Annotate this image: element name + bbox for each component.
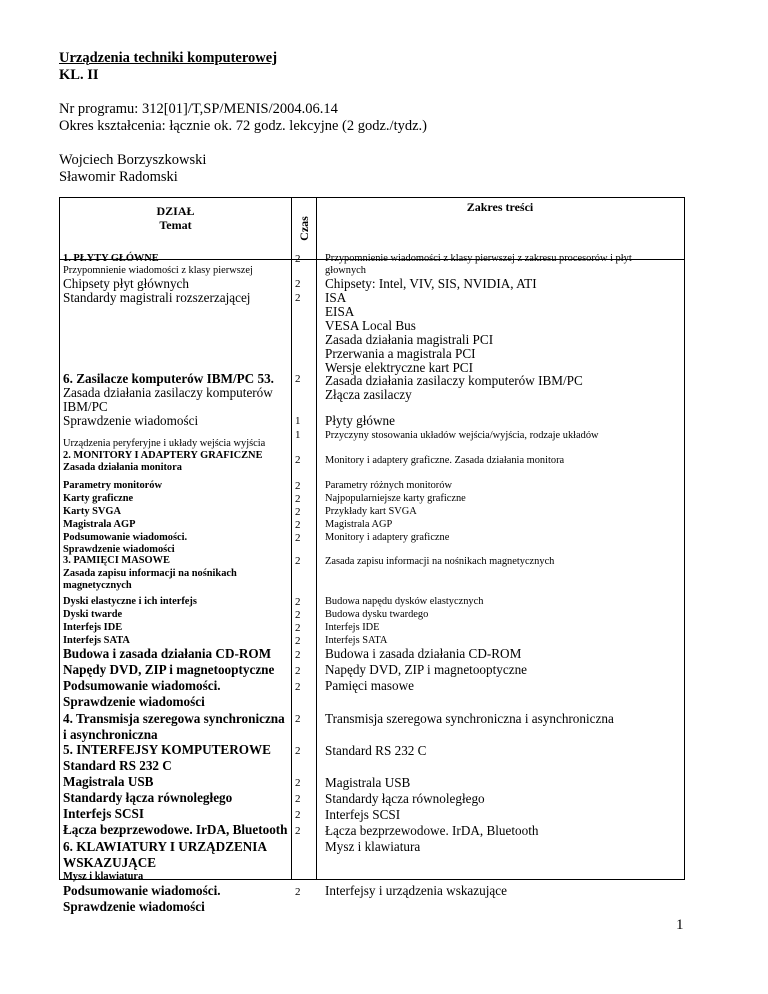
training-period: Okres kształcenia: łącznie ok. 72 godz. lekcyjne (2 godz./tydz.): [59, 118, 428, 134]
table-cell: Karty SVGA: [63, 506, 122, 517]
hours-cell: 2: [295, 825, 301, 837]
content-cell: Magistrala AGP: [325, 519, 393, 530]
table-cell: Podsumowanie wiadomości.: [63, 883, 221, 898]
content-cell: Pamięci masowe: [325, 678, 414, 693]
program-number: Nr programu: 312[01]/T,SP/MENIS/2004.06.14: [59, 101, 338, 117]
col-header-zakres: Zakres treści: [466, 200, 534, 214]
content-cell: Interfejs SCSI: [325, 807, 401, 822]
hours-cell: 2: [295, 886, 301, 898]
content-cell: Parametry różnych monitorów: [325, 480, 452, 491]
content-cell: Budowa napędu dysków elastycznych: [325, 596, 484, 607]
table-cell: Standard RS 232 C: [63, 758, 172, 773]
content-cell: Złącza zasilaczy: [325, 387, 412, 402]
document-header: [59, 50, 427, 186]
content-cell: Przyczyny stosowania układów wejścia/wyjścia, rodzaje układów: [325, 430, 599, 441]
content-cell: ISA: [325, 290, 347, 305]
table-cell: Urządzenia peryferyjne i układy wejścia wyjścia: [63, 438, 266, 449]
table-cell: 3. PAMIĘCI MASOWE: [63, 555, 170, 566]
table-cell: Zasada zapisu informacji na nośnikach magnetycznych: [63, 568, 237, 591]
table-cell: Zasada działania zasilaczy komputerów IBM/PC: [63, 385, 273, 414]
table-cell: Interfejs SATA: [63, 635, 130, 646]
hours-cell: 2: [295, 681, 301, 693]
content-cell: Interfejs SATA: [325, 635, 388, 646]
content-cell: Monitory i adaptery graficzne: [325, 532, 450, 543]
hours-cell: 2: [295, 253, 301, 265]
table-cell: Sprawdzenie wiadomości: [63, 899, 205, 914]
curriculum-table: [59, 197, 685, 914]
content-cell: Przykłady kart SVGA: [325, 506, 417, 517]
table-cell: Chipsety płyt głównych: [63, 276, 190, 291]
content-cell: Standardy łącza równoległego: [325, 791, 485, 806]
hours-cell: 2: [295, 555, 301, 567]
hours-cell: 2: [295, 373, 301, 385]
hours-cell: 2: [295, 519, 301, 531]
content-cell: Przerwania a magistrala PCI: [325, 346, 476, 361]
table-cell: 1. PŁYTY GŁÓWNE: [63, 253, 159, 264]
table-cell: Magistrala AGP: [63, 519, 136, 530]
table-cell: Podsumowanie wiadomości.: [63, 678, 221, 693]
content-cell: Łącza bezprzewodowe. IrDA, Bluetooth: [325, 823, 539, 838]
hours-cell: 2: [295, 745, 301, 757]
table-cell: Karty graficzne: [63, 493, 134, 504]
content-cell: Wersje elektryczne kart PCI: [325, 360, 473, 375]
hours-cell: 2: [295, 454, 301, 466]
hours-cell: 2: [295, 777, 301, 789]
content-cell: VESA Local Bus: [325, 318, 416, 333]
table-cell: Sprawdzenie wiadomości: [63, 544, 175, 555]
class-label: KL. II: [59, 67, 99, 83]
content-cell: Zasada działania magistrali PCI: [325, 332, 494, 347]
hours-cell: 2: [295, 506, 301, 518]
hours-cell: 2: [295, 532, 301, 544]
table-cell: Interfejs IDE: [63, 622, 123, 633]
hours-cell: 2: [295, 713, 301, 725]
content-cell: Płyty główne: [325, 413, 395, 428]
content-cell: Magistrala USB: [325, 775, 411, 790]
content-cell: Interfejs IDE: [325, 622, 380, 633]
table-cell: Napędy DVD, ZIP i magnetooptyczne: [63, 662, 275, 677]
table-cell: Sprawdzenie wiadomości: [63, 694, 205, 709]
content-cell: Transmisja szeregowa synchroniczna i asynchroniczna: [325, 711, 614, 726]
table-cell: Magistrala USB: [63, 774, 154, 789]
table-cell: Standardy łącza równoległego: [63, 790, 233, 805]
table-cell: 4. Transmisja szeregowa synchroniczna i asynchroniczna: [63, 711, 285, 742]
col-header-dzial: DZIAŁ Temat: [156, 204, 195, 232]
table-cell: Parametry monitorów: [63, 480, 162, 491]
content-cell: Budowa dysku twardego: [325, 609, 429, 620]
content-cell: Mysz i klawiatura: [325, 839, 421, 854]
table-cell: Dyski twarde: [63, 609, 123, 620]
table-cell: Zasada działania monitora: [63, 462, 182, 473]
content-cell: Interfejsy i urządzenia wskazujące: [325, 883, 507, 898]
hours-cell: 2: [295, 493, 301, 505]
table-cell: Mysz i klawiatura: [63, 871, 144, 882]
table-cell: 2. MONITORY I ADAPTERY GRAFICZNE: [63, 450, 263, 461]
hours-cell: 2: [295, 809, 301, 821]
content-cell: Standard RS 232 C: [325, 743, 427, 758]
content-cell: Budowa i zasada działania CD-ROM: [325, 646, 522, 661]
hours-cell: 2: [295, 480, 301, 492]
hours-cell: 2: [295, 635, 301, 647]
author-1: Wojciech Borzyszkowski: [59, 152, 207, 168]
content-cell: Napędy DVD, ZIP i magnetooptyczne: [325, 662, 528, 677]
content-cell: Najpopularniejsze karty graficzne: [325, 493, 466, 504]
table-cell: Przypomnienie wiadomości z klasy pierwszej: [63, 265, 253, 276]
table-cell: 5. INTERFEJSY KOMPUTEROWE: [63, 742, 271, 757]
hours-cell: 1: [295, 429, 301, 441]
page-number: 1: [676, 917, 684, 933]
hours-cell: 2: [295, 649, 301, 661]
hours-cell: 2: [295, 292, 301, 304]
table-cell: Łącza bezprzewodowe. IrDA, Bluetooth: [63, 822, 288, 837]
content-cell: Monitory i adaptery graficzne. Zasada działania monitora: [325, 455, 565, 466]
content-cell: Zasada zapisu informacji na nośnikach magnetycznych: [325, 556, 555, 567]
col-header-czas: Czas: [296, 215, 311, 241]
hours-cell: 2: [295, 609, 301, 621]
author-2: Sławomir Radomski: [59, 169, 178, 185]
hours-cell: 2: [295, 278, 301, 290]
table-cell: Dyski elastyczne i ich interfejs: [63, 596, 197, 607]
hours-cell: 2: [295, 596, 301, 608]
content-cell: Przypomnienie wiadomości z klasy pierwszej z zakresu procesorów i płyt głownych: [325, 253, 632, 276]
table-cell: Interfejs SCSI: [63, 806, 144, 821]
hours-cell: 2: [295, 793, 301, 805]
table-cell: 6. KLAWIATURY I URZĄDZENIA WSKAZUJĄCE: [63, 839, 267, 870]
content-cell: Zasada działania zasilaczy komputerów IBM/PC: [325, 373, 583, 388]
hours-cell: 1: [295, 415, 301, 427]
document-title: Urządzenia techniki komputerowej: [59, 50, 278, 66]
table-cell: 6. Zasilacze komputerów IBM/PC 53.: [63, 371, 274, 386]
table-cell: Podsumowanie wiadomości.: [63, 532, 188, 543]
content-cell: EISA: [325, 304, 355, 319]
content-cell: Chipsety: Intel, VIV, SIS, NVIDIA, ATI: [325, 276, 537, 291]
hours-cell: 2: [295, 665, 301, 677]
table-cell: Budowa i zasada działania CD-ROM: [63, 646, 272, 661]
hours-cell: 2: [295, 622, 301, 634]
table-cell: Sprawdzenie wiadomości: [63, 413, 199, 428]
table-cell: Standardy magistrali rozszerzającej: [63, 290, 251, 305]
